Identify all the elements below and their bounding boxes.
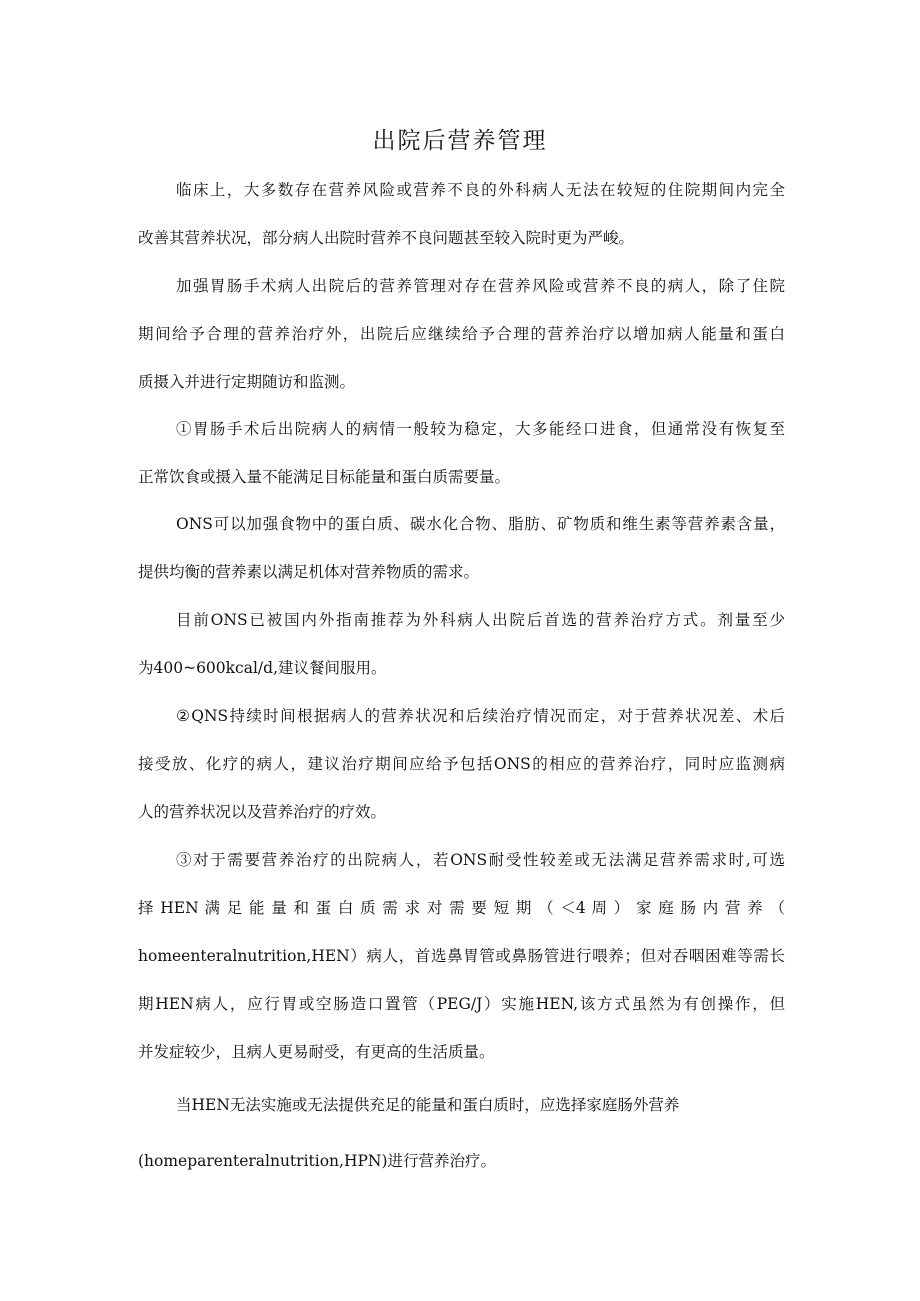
paragraph-line: 目前ONS已被国内外指南推荐为外科病人出院后首选的营养治疗方式。剂量至少	[176, 611, 785, 629]
paragraph-3	[138, 405, 785, 501]
paragraph-line: ②QNS持续时间根据病人的营养状况和后续治疗情况而定，对于营养状况差、术后	[176, 707, 785, 725]
paragraph-line: ①胃肠手术后出院病人的病情一般较为稳定，大多能经口进食，但通常没有恢复至	[176, 420, 785, 438]
paragraph-5	[138, 596, 785, 692]
paragraph-line: 加强胃肠手术病人出院后的营养管理对存在营养风险或营养不良的病人，除了住院	[176, 277, 785, 295]
paragraph-line: 临床上，大多数存在营养风险或营养不良的外科病人无法在较短的住院期间内完全	[176, 181, 785, 199]
paragraph-4	[138, 500, 785, 596]
paragraph-line: 期HEN病人，应行胃或空肠造口置管（PEG/J）实施HEN,该方式虽然为有创操作，但	[138, 995, 785, 1013]
paragraph-line: ONS可以加强食物中的蛋白质、碳水化合物、脂肪、矿物质和维生素等营养素含量，	[176, 515, 785, 533]
paragraph-7	[138, 836, 785, 1076]
paragraph-1	[138, 166, 785, 262]
paragraph-line: 为400~600kcal/d,建议餐间服用。	[138, 659, 387, 677]
paragraph-line: 择 HEN 满 足 能 量 和 蛋 白 质 需 求 对 需 要 短 期 （ ＜4 周 ） 家 庭 肠 内 营 养 （	[138, 899, 785, 917]
paragraph-line: 提供均衡的营养素以满足机体对营养物质的需求。	[138, 563, 480, 581]
paragraph-line: ③对于需要营养治疗的出院病人，若ONS耐受性较差或无法满足营养需求时,可选	[176, 851, 785, 869]
paragraph-line: (homeparenteralnutrition,HPN)进行营养治疗。	[138, 1152, 497, 1170]
paragraph-line: 期间给予合理的营养治疗外，出院后应继续给予合理的营养治疗以增加病人能量和蛋白	[138, 325, 785, 343]
paragraph-line: 人的营养状况以及营养治疗的疗效。	[138, 803, 387, 821]
paragraph-line: 正常饮食或摄入量不能满足目标能量和蛋白质需要量。	[138, 468, 511, 486]
paragraph-line: 接受放、化疗的病人，建议治疗期间应给予包括ONS的相应的营养治疗，同时应监测病	[138, 755, 785, 773]
paragraph-line: 当HEN无法实施或无法提供充足的能量和蛋白质时，应选择家庭肠外营养	[176, 1096, 680, 1114]
paragraph-line: 并发症较少，且病人更易耐受，有更高的生活质量。	[138, 1043, 495, 1061]
paragraph-line: homeenteralnutrition,HEN）病人，首选鼻胃管或鼻肠管进行喂养；但对吞咽困难等需长	[138, 947, 785, 965]
paragraph-line: 改善其营养状况，部分病人出院时营养不良问题甚至较入院时更为严峻。	[138, 229, 635, 247]
page-title: 出院后营养管理	[372, 128, 548, 154]
paragraph-2	[138, 262, 785, 406]
paragraph-line: 质摄入并进行定期随访和监测。	[138, 373, 356, 391]
paragraph-8	[138, 1081, 785, 1185]
paragraph-6	[138, 692, 785, 836]
